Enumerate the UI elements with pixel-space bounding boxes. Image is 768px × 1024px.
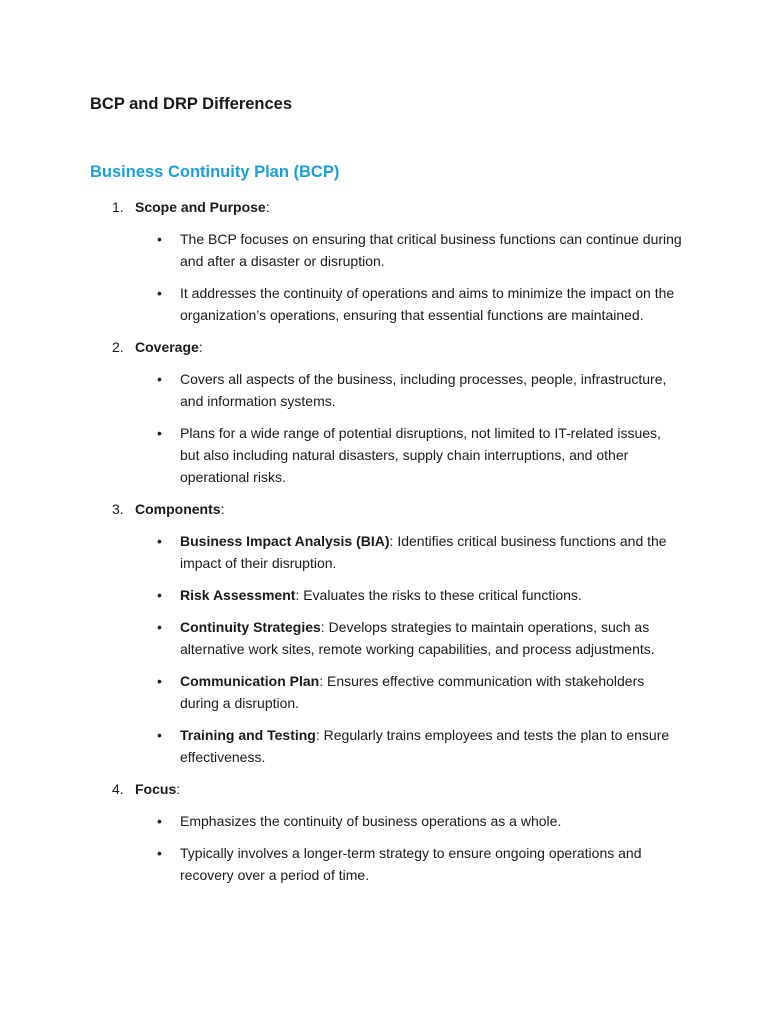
numbered-item: [90, 336, 682, 488]
bullet-dot-icon: •: [157, 813, 162, 829]
bullet-text: The BCP focuses on ensuring that critical business functions can continue during and after a disaster or disruption.: [180, 231, 682, 269]
bullet-list: [135, 530, 682, 768]
item-title-text: Coverage: [135, 339, 199, 355]
bullet-item: [135, 584, 682, 606]
item-title: [135, 196, 682, 218]
bullet-text: Typically involves a longer-term strategy to ensure ongoing operations and recovery over a period of time.: [180, 845, 642, 883]
bullet-text: : Identifies critical business functions and the impact of their disruption.: [180, 533, 667, 571]
item-title-suffix: :: [176, 781, 181, 797]
section-heading-bcp: Business Continuity Plan (BCP): [90, 163, 340, 181]
bullet-dot-icon: •: [157, 231, 162, 247]
bullet-dot-icon: •: [157, 845, 162, 861]
bullet-text: Plans for a wide range of potential disruptions, not limited to IT-related issues, but also including natural disasters, supply chain interruptions, and other operational risks.: [180, 425, 661, 485]
bullet-item: [135, 842, 682, 886]
numbered-list: [90, 196, 682, 886]
bullet-lead: Continuity Strategies: [180, 619, 321, 635]
bullet-dot-icon: •: [157, 619, 162, 635]
bullet-item: [135, 368, 682, 412]
bullet-item: [135, 724, 682, 768]
bullet-item: [135, 282, 682, 326]
numbered-item: [90, 778, 682, 886]
item-title-text: Scope and Purpose: [135, 199, 266, 215]
bullet-lead: Communication Plan: [180, 673, 320, 689]
item-title-suffix: :: [265, 199, 270, 215]
numbered-item: [90, 498, 682, 768]
item-title: [135, 498, 682, 520]
item-title: [135, 778, 682, 800]
bullet-dot-icon: •: [157, 285, 162, 301]
bullet-dot-icon: •: [157, 371, 162, 387]
bullet-dot-icon: •: [157, 673, 162, 689]
bullet-dot-icon: •: [157, 727, 162, 743]
list-number: 4.: [112, 781, 124, 797]
bullet-text: Emphasizes the continuity of business operations as a whole.: [180, 813, 562, 829]
bullet-text: : Evaluates the risks to these critical functions.: [295, 587, 582, 603]
list-number: 3.: [112, 501, 124, 517]
item-title: [135, 336, 682, 358]
bullet-text: Covers all aspects of the business, including processes, people, infrastructure, and information systems.: [180, 371, 667, 409]
item-title-suffix: :: [198, 339, 203, 355]
bullet-item: [135, 228, 682, 272]
bullet-list: [135, 810, 682, 886]
bullet-lead: Business Impact Analysis (BIA): [180, 533, 390, 549]
bullet-text: : Regularly trains employees and tests the plan to ensure effectiveness.: [180, 727, 670, 765]
bullet-dot-icon: •: [157, 533, 162, 549]
bullet-dot-icon: •: [157, 425, 162, 441]
bullet-item: [135, 422, 682, 488]
bullet-item: [135, 616, 682, 660]
bullet-dot-icon: •: [157, 587, 162, 603]
bullet-item: [135, 530, 682, 574]
bullet-item: [135, 810, 682, 832]
list-number: 2.: [112, 339, 124, 355]
bullet-item: [135, 670, 682, 714]
bullet-list: [135, 228, 682, 326]
bullet-list: [135, 368, 682, 488]
bullet-text: It addresses the continuity of operations and aims to minimize the impact on the organization’s operations, ensuring that essential functions are maintained.: [180, 285, 675, 323]
numbered-item: [90, 196, 682, 326]
bullet-text: : Develops strategies to maintain operations, such as alternative work sites, remote working capabilities, and process adjustments.: [180, 619, 655, 657]
document-title: BCP and DRP Differences: [90, 95, 293, 113]
document-page: [90, 94, 682, 896]
item-title-text: Components: [135, 501, 221, 517]
bullet-lead: Training and Testing: [180, 727, 316, 743]
list-number: 1.: [112, 199, 124, 215]
item-title-text: Focus: [135, 781, 177, 797]
bullet-lead: Risk Assessment: [180, 587, 296, 603]
item-title-suffix: :: [220, 501, 225, 517]
bullet-text: : Ensures effective communication with stakeholders during a disruption.: [180, 673, 645, 711]
